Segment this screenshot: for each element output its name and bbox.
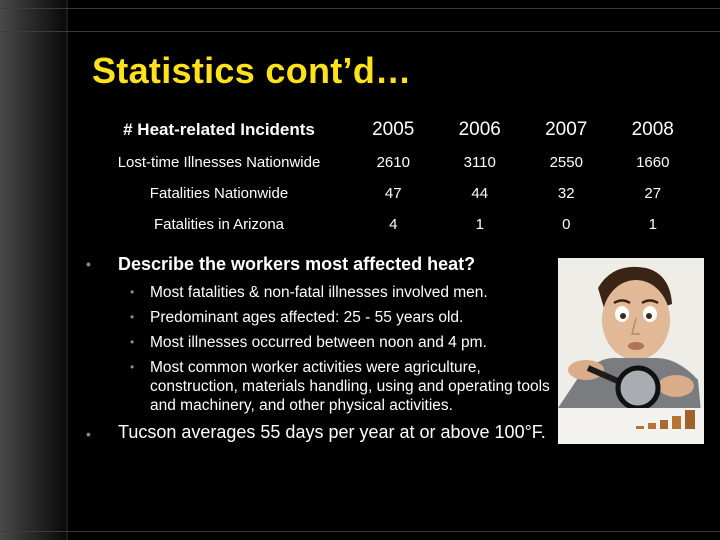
bullet-dot-icon: • [86, 256, 91, 272]
bullet-dot-icon: • [130, 360, 135, 374]
sub-bullet-text: Most fatalities & non-fatal illnesses involved men. [150, 284, 488, 301]
bullet-item [86, 254, 566, 275]
table-cell: 27 [644, 185, 662, 202]
sub-bullet-item [130, 283, 566, 302]
bullet-dot-icon: • [130, 310, 135, 324]
table-cell: 47 [384, 185, 402, 202]
man-magnifying-glass-photo [558, 258, 704, 444]
table-cell: 3110 [463, 154, 496, 171]
header-year-2007: 2007 [545, 119, 588, 140]
bullet-dot-icon: • [130, 285, 135, 299]
header-year-2005: 2005 [372, 119, 415, 140]
table-cell: 4 [389, 216, 398, 233]
bullet-dot-icon: • [86, 426, 91, 442]
sub-bullet-text: Most common worker activities were agriculture, construction, materials handling, using and operating tools and machinery, and other physical activities. [150, 359, 550, 414]
row-label: Fatalities Nationwide [149, 185, 289, 202]
table-cell: 0 [562, 216, 571, 233]
sub-bullet-list [130, 283, 566, 415]
bullet-list [86, 254, 566, 445]
top-rule-line [0, 8, 720, 9]
table-header-row [88, 113, 696, 147]
heat-incidents-table [88, 113, 696, 240]
table-cell: 1 [648, 216, 657, 233]
bottom-rule-line [0, 531, 720, 532]
sub-bullet-item [130, 308, 566, 327]
table-row [88, 147, 696, 178]
header-year-2006: 2006 [458, 119, 501, 140]
bullet-text: Tucson averages 55 days per year at or above 100°F. [118, 422, 546, 442]
table-cell: 1 [475, 216, 484, 233]
top-rule-line-2 [0, 31, 720, 32]
left-decorative-band [0, 0, 66, 540]
sub-bullet-text: Most illnesses occurred between noon and 4 pm. [150, 334, 487, 351]
table-cell: 1660 [636, 154, 670, 171]
table-cell: 44 [471, 185, 489, 202]
man-with-magnifying-glass-and-coins-icon [558, 258, 704, 444]
slide-title: Statistics cont’d… [92, 50, 412, 91]
bullet-item [86, 421, 566, 445]
table-cell: 2550 [549, 154, 583, 171]
header-year-2008: 2008 [631, 119, 674, 140]
table-cell: 2610 [376, 154, 410, 171]
bullet-dot-icon: • [130, 335, 135, 349]
row-label: Fatalities in Arizona [153, 216, 285, 233]
header-label: # Heat-related Incidents [123, 120, 315, 139]
sub-bullet-text: Predominant ages affected: 25 - 55 years old. [150, 309, 464, 326]
table-row [88, 209, 696, 240]
sub-bullet-item [130, 358, 566, 415]
table-cell: 32 [557, 185, 575, 202]
left-band-edge [66, 0, 68, 540]
bullet-text: Describe the workers most affected heat? [118, 254, 476, 274]
table-row [88, 178, 696, 209]
row-label: Lost-time Illnesses Nationwide [117, 154, 321, 171]
sub-bullet-item [130, 333, 566, 352]
